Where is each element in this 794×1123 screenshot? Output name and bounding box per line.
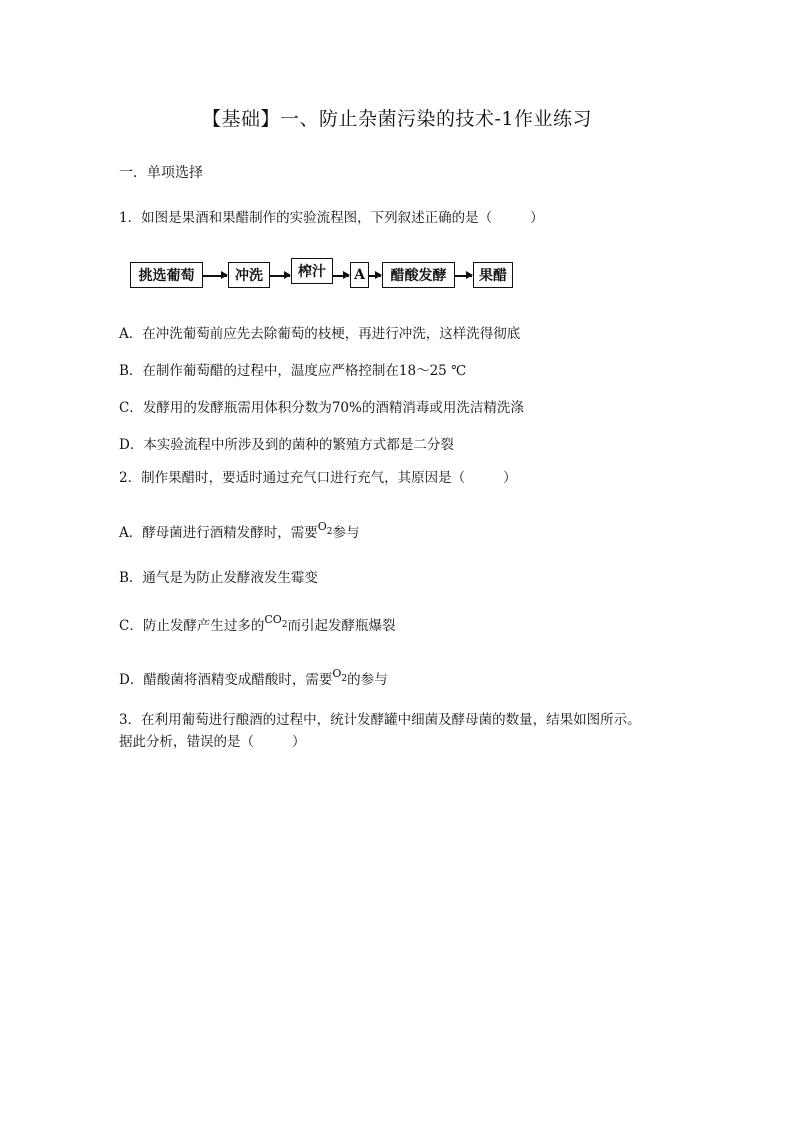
- option-d-text-end: 的参与: [347, 672, 388, 688]
- flow-box-acetic-fermentation: 醋酸发酵: [382, 262, 455, 288]
- flow-box-vinegar: 果醋: [473, 262, 513, 288]
- option-a-text-end: 参与: [332, 525, 360, 541]
- option-d-text: D．醋酸菌将酒精变成醋酸时，需要: [119, 672, 333, 688]
- question-2-option-b: B．通气是为防止发酵液发生霉变: [119, 570, 318, 586]
- option-c-text-end: 而引起发酵瓶爆裂: [287, 618, 396, 634]
- question-2-option-d: [119, 668, 388, 688]
- question-1-stem: [119, 207, 544, 229]
- question-2-option-c: [119, 614, 396, 634]
- section-heading: 一．单项选择: [119, 165, 203, 181]
- question-2-close: ）: [503, 470, 517, 486]
- question-3-line-2: [119, 731, 306, 753]
- question-2-stem: [119, 467, 517, 489]
- o2-formula: $O_2$: [317, 520, 333, 537]
- flow-arrow: [270, 275, 290, 277]
- co2-formula: $CO_2$: [264, 613, 288, 630]
- page-title: 【基础】一、防止杂菌污染的技术-1作业练习: [201, 108, 592, 130]
- flow-box-select: 挑选葡萄: [130, 262, 203, 288]
- flow-arrow: [203, 275, 227, 277]
- question-1-text: 1．如图是果酒和果醋制作的实验流程图，下列叙述正确的是（: [119, 210, 493, 226]
- question-1-option-b: B．在制作葡萄醋的过程中，温度应严格控制在18～25 ℃: [119, 363, 467, 379]
- flow-box-a: A: [350, 262, 369, 288]
- option-a-text: A．酵母菌进行酒精发酵时，需要: [119, 525, 318, 541]
- question-2-text: 2．制作果醋时，要适时通过充气口进行充气，其原因是（: [119, 470, 466, 486]
- question-2-option-a: [119, 521, 360, 541]
- question-3-text: 据此分析，错误的是（: [119, 734, 254, 750]
- flow-box-juice: 榨汁: [291, 258, 333, 284]
- question-1-option-c: C．发酵用的发酵瓶需用体积分数为70%的酒精消毒或用洗洁精洗涤: [119, 400, 524, 416]
- question-3-close: ）: [292, 734, 306, 750]
- question-3-line-1: 3．在利用葡萄进行酿酒的过程中，统计发酵罐中细菌及酵母菌的数量，结果如图所示。: [119, 712, 641, 728]
- flow-arrow: [333, 275, 349, 277]
- option-c-text: C．防止发酵产生过多的: [119, 618, 265, 634]
- flow-arrow: [455, 275, 472, 277]
- question-1-close: ）: [530, 210, 544, 226]
- flow-arrow: [369, 275, 381, 277]
- flow-box-wash: 冲洗: [228, 262, 270, 288]
- question-1-option-d: D．本实验流程中所涉及到的菌种的繁殖方式都是二分裂: [119, 437, 454, 453]
- question-1-option-a: A．在冲洗葡萄前应先去除葡萄的枝梗，再进行冲洗，这样洗得彻底: [119, 326, 521, 342]
- o2-formula: $O_2$: [332, 667, 348, 684]
